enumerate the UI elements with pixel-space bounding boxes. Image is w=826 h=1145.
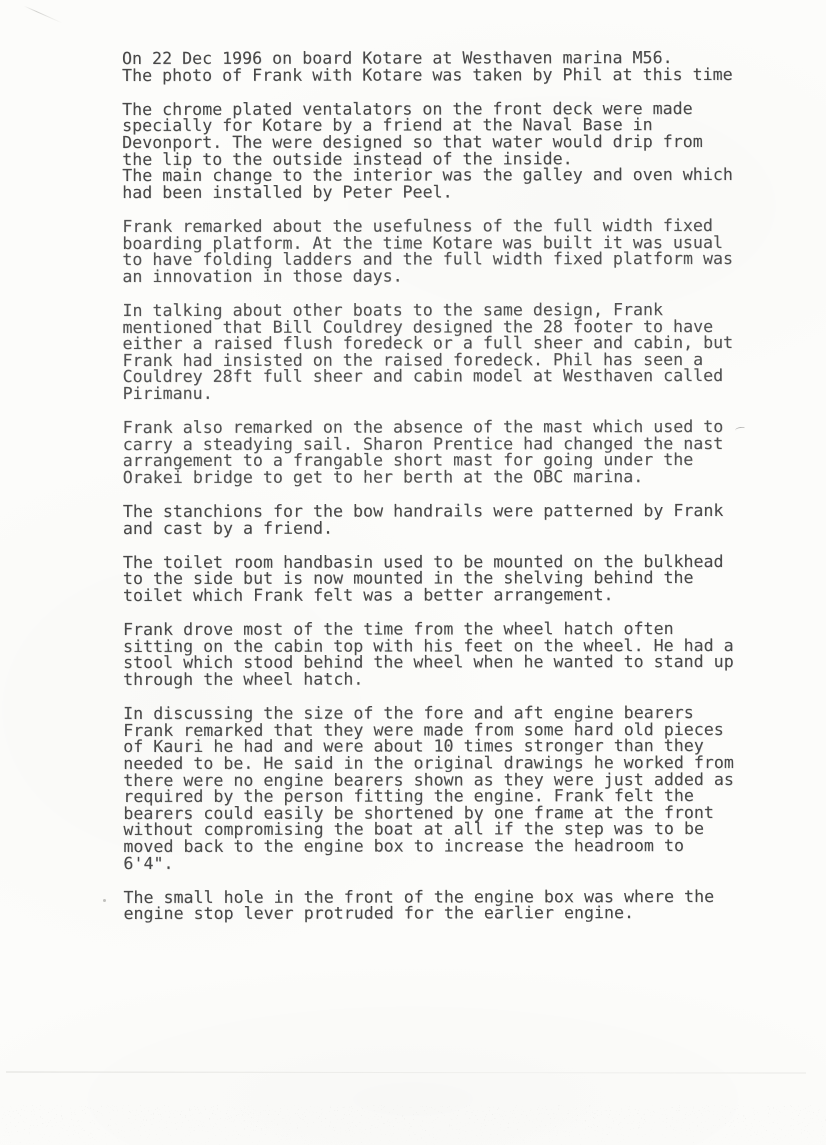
paragraph: The stanchions for the bow handrails were patterned by Frank and cast by a friend. — [122, 500, 724, 538]
paragraph: On 22 Dec 1996 on board Kotare at Westhaven marina M56. The photo of Frank with Kotare was taken by Phil at this time — [121, 48, 733, 85]
scan-scratch-mark — [24, 6, 63, 24]
scan-squiggle — [735, 426, 745, 430]
paragraph: In talking about other boats to the same design, Frank mentioned that Bill Couldrey designed the 28 footer to have either a raised flush foredeck or a full sheer and cabin, but Frank had insisted on the raised foredeck. Phil has seen a Couldrey 28ft full sheer and cabin model at Westhaven called Pirimanu. — [122, 299, 734, 403]
scan-speck — [103, 899, 106, 902]
document-text — [122, 50, 734, 941]
paragraph: The chrome plated ventalators on the front deck were made specially for Kotare by a friend at the Naval Base in Devonport. The were designed so that water would drip from the lip to the outside instead of the inside. The main change to the interior was the galley and oven which had been installed by Peter Peel. — [122, 98, 733, 202]
paragraph: Frank also remarked on the absence of the mast which used to carry a steadying sail. Sharon Prentice had changed the nast arrangement to a frangable short mast for going under the Orakei bridge to get to her berth at the OBC marina. — [122, 417, 724, 487]
paragraph: The toilet room handbasin used to be mounted on the bulkhead to the side but is now mounted in the shelving behind the toilet which Frank felt was a better arrangement. — [122, 551, 724, 605]
paragraph: Frank remarked about the usefulness of the full width fixed boarding platform. At the time Kotare was built it was usual to have folding ladders and the full width fixed platform was an innovation in those days. — [122, 215, 734, 286]
scan-noise-band — [0, 1105, 826, 1145]
scan-streak-line — [6, 1071, 806, 1073]
paragraph: In discussing the size of the fore and aft engine bearers Frank remarked that they were made from some hard old pieces of Kauri he had and were about 10 times stronger than they needed to be. He said in the original drawings he worked from there were no engine bearers shown as they were just added as required by the person fitting the engine. Frank felt the bearers could easily be shortened by one frame at the front without compromising the boat at all if the step was to be moved back to the engine box to increase the headroom to 6'4". — [123, 703, 734, 873]
paragraph: The small hole in the front of the engine box was where the engine stop lever protruded for the earlier engine. — [123, 886, 715, 924]
paragraph: Frank drove most of the time from the wheel hatch often sitting on the cabin top with his feet on the wheel. He had a stool which stood behind the wheel when he wanted to stand up through the wheel hatch. — [122, 619, 734, 689]
